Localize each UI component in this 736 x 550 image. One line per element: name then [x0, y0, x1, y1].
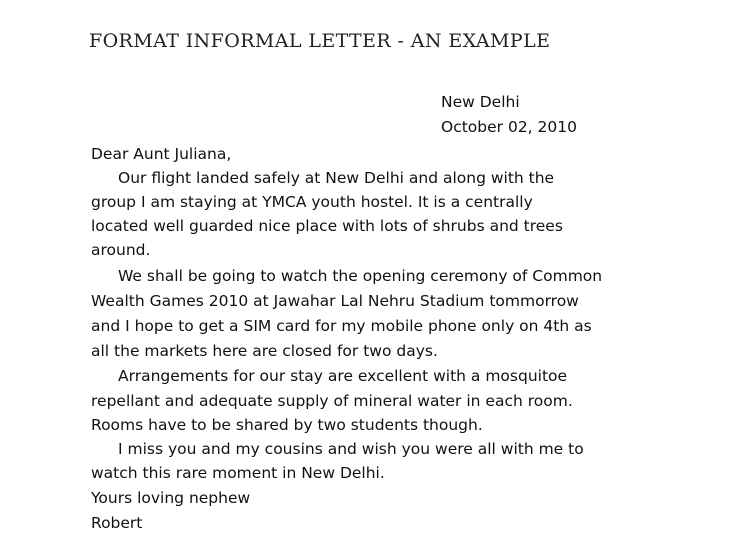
- paragraph-line: around.: [91, 241, 151, 259]
- paragraph-line: and I hope to get a SIM card for my mobile phone only on 4th as: [91, 317, 592, 335]
- letter-date: October 02, 2010: [441, 118, 577, 136]
- paragraph-line: repellant and adequate supply of mineral water in each room.: [91, 392, 573, 410]
- paragraph-line: all the markets here are closed for two days.: [91, 342, 438, 360]
- paragraph-line: located well guarded nice place with lots of shrubs and trees: [91, 217, 563, 235]
- closing: Yours loving nephew: [91, 489, 251, 507]
- paragraph-line: Rooms have to be shared by two students though.: [91, 416, 483, 434]
- page-title: FORMAT INFORMAL LETTER - AN EXAMPLE: [89, 30, 551, 52]
- paragraph-line: group I am staying at YMCA youth hostel. It is a centrally: [91, 193, 533, 211]
- paragraph-line: watch this rare moment in New Delhi.: [91, 464, 385, 482]
- paragraph-line: Wealth Games 2010 at Jawahar Lal Nehru Stadium tommorrow: [91, 292, 579, 310]
- sender-city: New Delhi: [441, 93, 520, 111]
- paragraph-line: We shall be going to watch the opening ceremony of Common: [118, 267, 603, 285]
- paragraph-line: Our flight landed safely at New Delhi and along with the: [118, 169, 555, 187]
- signature: Robert: [91, 514, 143, 532]
- salutation: Dear Aunt Juliana,: [91, 145, 232, 163]
- paragraph-line: I miss you and my cousins and wish you were all with me to: [118, 440, 584, 458]
- paragraph-line: Arrangements for our stay are excellent with a mosquitoe: [118, 367, 568, 385]
